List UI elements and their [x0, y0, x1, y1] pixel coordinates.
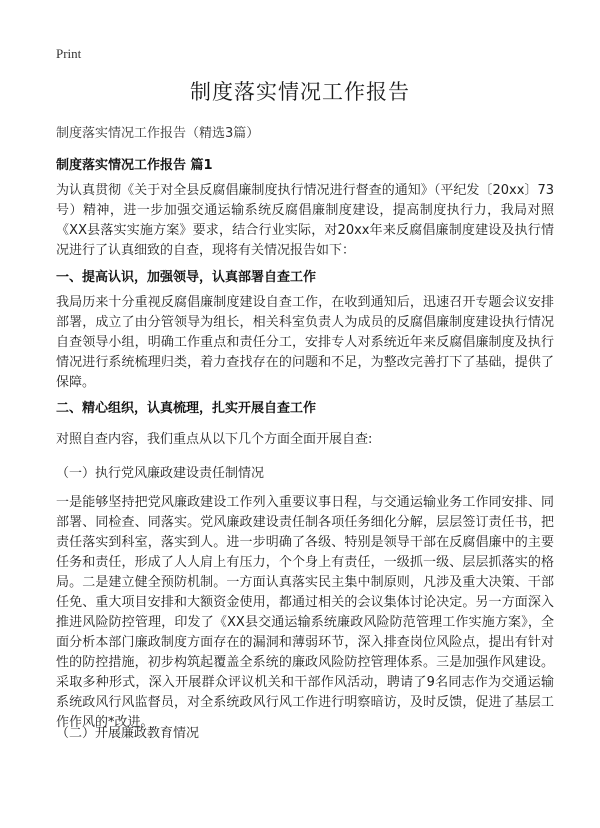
- section2-intro-paragraph: 对照自查内容，我们重点从以下几个方面全面开展自查:: [56, 432, 373, 447]
- intro-paragraph: 为认真贯彻《关于对全县反腐倡廉制度执行情况进行督查的通知》（平纪发〔20xx〕73号）精神，进一步加强交通运输系统反腐倡廉制度建设，提高制度执行力，我局对照《XX县落实实施方案》要求，结合行业实际，对20xx年来反腐倡廉制度建设及执行情况进行了认真细致的自查，现将有关情况报告如下：: [56, 183, 554, 258]
- document-title: 制度落实情况工作报告: [190, 80, 410, 104]
- subsection-heading-1: （一）执行党风廉政建设责任制情况: [56, 466, 265, 481]
- subsection-heading-2: （二）开展廉政教育情况: [56, 726, 200, 741]
- section1-paragraph: 我局历来十分重视反腐倡廉制度建设自查工作，在收到通知后，迅速召开专题会议安排部署，成立了由分管领导为组长，相关科室负责人为成员的反腐倡廉制度建设执行情况自查领导小组，明确工作重点和责任分工，安排专人对系统近年来反腐倡廉制度及执行情况进行系统梳理归类，着力查找存在的问题和不足，为整改完善打下了基础，提供了保障。: [56, 295, 554, 390]
- article-heading: 制度落实情况工作报告 篇1: [56, 158, 213, 173]
- document-subtitle: 制度落实情况工作报告（精选3篇）: [56, 126, 260, 141]
- print-link[interactable]: Print: [56, 46, 82, 61]
- section-heading-1: 一、提高认识，加强领导，认真部署自查工作: [56, 270, 317, 285]
- subsection1-paragraph: 一是能够坚持把党风廉政建设工作列入重要议事日程，与交通运输业务工作同安排、同部署、同检查、同落实。党风廉政建设责任制各项任务细化分解，层层签订责任书，把责任落实到科室，落实到人。进一步明确了各级、特别是领导干部在反腐倡廉中的主要任务和责任，形成了人人肩上有压力，个个身上有责任，一级抓一级、层层抓落实的格局。二是建立健全预防机制。一方面认真落实民主集中制原则，凡涉及重大决策、干部任免、重大项目安排和大额资金使用，都通过相关的会议集体讨论决定。另一方面深入推进风险防控管理，印发了《XX县交通运输系统廉政风险防范管理工作实施方案》，全面分析本部门廉政制度方面存在的漏洞和薄弱环节，深入排查岗位风险点，提出有针对性的防控措施，初步构筑起覆盖全系统的廉政风险防控管理体系。三是加强作风建设。采取多种形式，深入开展群众评议机关和干部作风活动，聘请了9名同志作为交通运输系统政风行风监督员，对全系统政风行风工作进行明察暗访，及时反馈，促进了基层工作作风的*改进。: [56, 495, 554, 730]
- section-heading-2: 二、精心组织，认真梳理，扎实开展自查工作: [56, 401, 317, 416]
